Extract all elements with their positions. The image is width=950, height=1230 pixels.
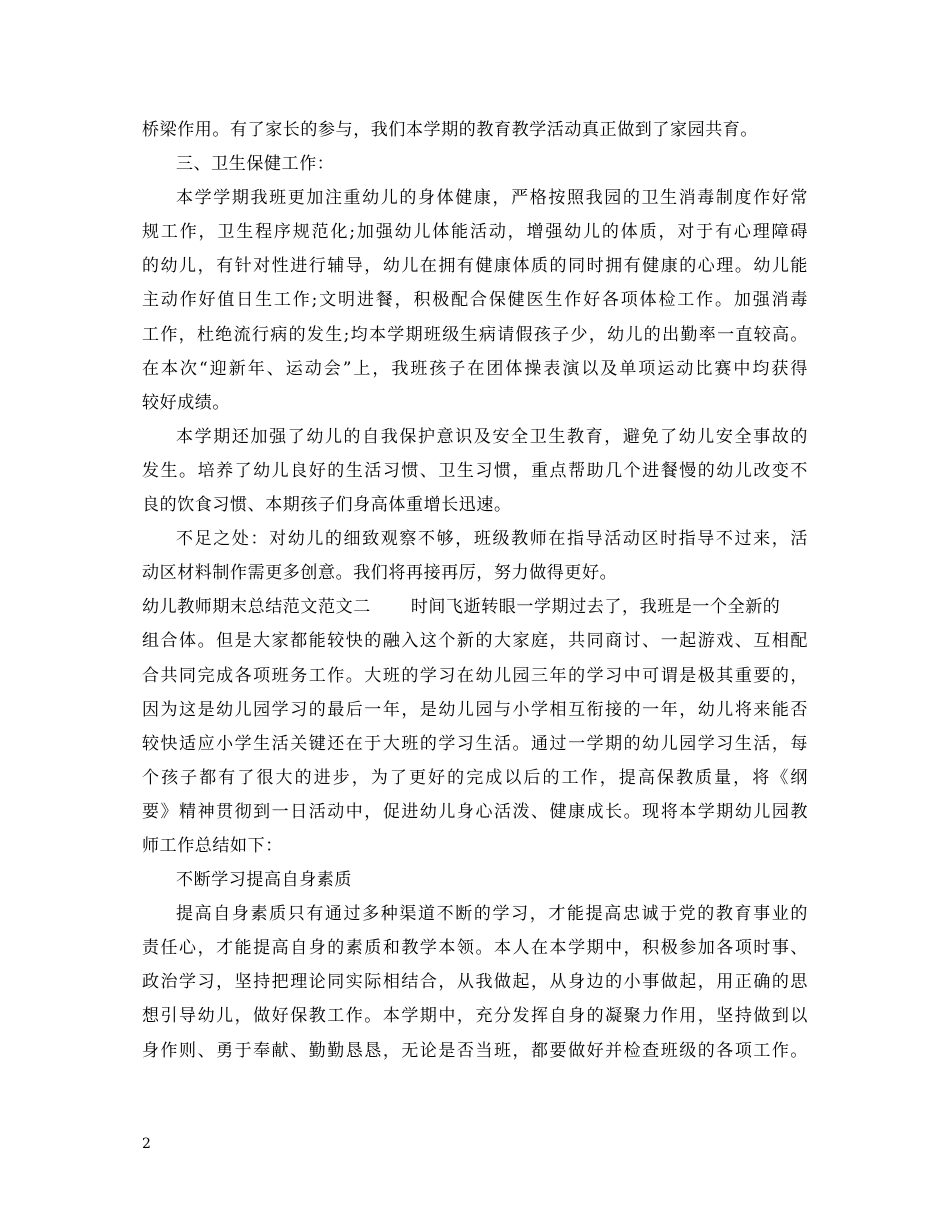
text-line: 三、卫生保健工作： <box>176 154 335 175</box>
text-line: 要》精神贯彻到一日活动中，促进幼儿身心活泼、健康成长。现将本学期幼儿园教 <box>142 801 808 822</box>
text-line: 合共同完成各项班务工作。大班的学习在幼儿园三年的学习中可谓是极其重要的， <box>142 665 808 686</box>
text-line: 的幼儿，有针对性进行辅导，幼儿在拥有健康体质的同时拥有健康的心理。幼儿能 <box>142 256 808 277</box>
text-line: 因为这是幼儿园学习的最后一年，是幼儿园与小学相互衔接的一年，幼儿将来能否 <box>142 699 808 720</box>
text-line: 政治学习，坚持把理论同实际相结合，从我做起，从身边的小事做起，用正确的思 <box>142 972 808 993</box>
text-line: 责任心，才能提高自身的素质和教学本领。本人在本学期中，积极参加各项时事、 <box>142 938 808 959</box>
text-line: 较好成绩。 <box>142 392 230 413</box>
text-line: 身作则、勇于奉献、勤勤恳恳，无论是否当班，都要做好并检查班级的各项工作。 <box>142 1040 808 1061</box>
section-heading: 幼儿教师期末总结范文范文二 <box>142 597 371 618</box>
text-line: 本学期还加强了幼儿的自我保护意识及安全卫生教育，避免了幼儿安全事故的 <box>176 426 808 447</box>
text-line: 规工作，卫生程序规范化;加强幼儿体能活动，增强幼儿的体质，对于有心理障碍 <box>142 222 808 243</box>
document-body <box>142 113 808 1068</box>
text-line: 发生。培养了幼儿良好的生活习惯、卫生习惯，重点帮助几个进餐慢的幼儿改变不 <box>142 460 808 481</box>
text-line: 个孩子都有了很大的进步，为了更好的完成以后的工作，提高保教质量，将《纲 <box>142 767 808 788</box>
text-line: 工作，杜绝流行病的发生;均本学期班级生病请假孩子少，幼儿的出勤率一直较高。 <box>142 324 808 345</box>
text-line: 师工作总结如下： <box>142 835 283 856</box>
text-line <box>142 590 808 624</box>
text-line: 本学学期我班更加注重幼儿的身体健康，严格按照我园的卫生消毒制度作好常 <box>176 188 808 209</box>
text-line: 桥梁作用。有了家长的参与，我们本学期的教育教学活动真正做到了家园共育。 <box>142 120 758 140</box>
text-line: 较快适应小学生活关键还在于大班的学习生活。通过一学期的幼儿园学习生活，每 <box>142 733 808 754</box>
text-line: 在本次“迎新年、运动会”上，我班孩子在团体操表演以及单项运动比赛中均获得 <box>142 358 808 379</box>
text-line: 良的饮食习惯、本期孩子们身高体重增长迅速。 <box>142 495 512 516</box>
text-line: 不断学习提高自身素质 <box>176 870 352 891</box>
text-line: 提高自身素质只有通过多种渠道不断的学习，才能提高忠诚于党的教育事业的 <box>176 904 808 925</box>
text-line: 主动作好值日生工作;文明进餐，积极配合保健医生作好各项体检工作。加强消毒 <box>142 290 808 311</box>
text-line: 想引导幼儿，做好保教工作。本学期中，充分发挥自身的凝聚力作用，坚持做到以 <box>142 1006 808 1027</box>
text-line: 动区材料制作需更多创意。我们将再接再厉，努力做得更好。 <box>142 563 618 584</box>
page-number: 2 <box>142 1136 151 1152</box>
text-line: 组合体。但是大家都能较快的融入这个新的大家庭，共同商讨、一起游戏、互相配 <box>142 631 808 652</box>
text-line: 不足之处：对幼儿的细致观察不够，班级教师在指导活动区时指导不过来，活 <box>176 529 808 550</box>
line-text: 时间飞逝转眼一学期过去了，我班是一个全新的 <box>410 597 781 618</box>
